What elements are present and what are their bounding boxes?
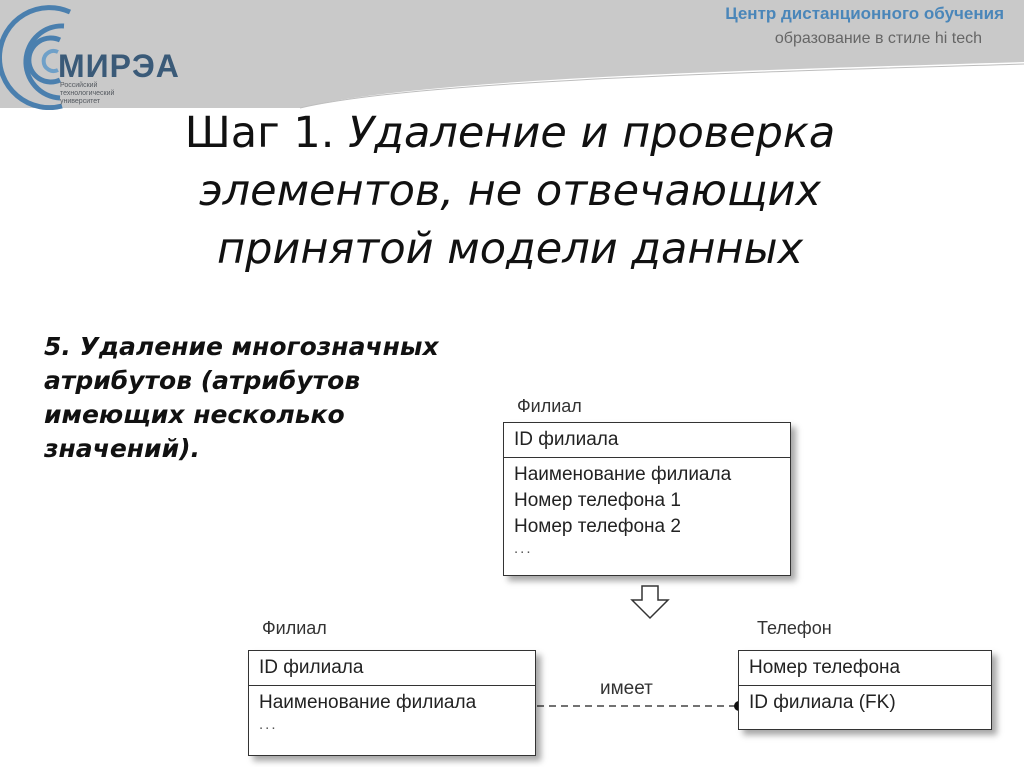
title-italic: Удаление и проверка элементов, не отвечающих принятой модели данных [199, 108, 836, 274]
after-left-entity [248, 650, 536, 756]
body-text: 5. Удаление многозначных атрибутов (атрибутов имеющих несколько значений). [44, 332, 439, 463]
after-right-entity-key: Номер телефона [739, 651, 991, 686]
before-more: ... [514, 540, 533, 557]
after-left-entity-key: ID филиала [249, 651, 535, 686]
before-entity-name: Филиал [517, 396, 582, 416]
after-left-entity-attributes [249, 686, 535, 738]
logo-subtext: Российский технологический университет [60, 82, 115, 105]
before-attr: Номер телефона 1 [514, 490, 681, 511]
after-right-entity [738, 650, 992, 730]
after-left-entity-name: Филиал [262, 618, 327, 638]
logo-text: МИРЭА [58, 48, 180, 84]
center-name: Центр дистанционного обучения [725, 4, 1004, 23]
before-attr: Номер телефона 2 [514, 516, 681, 537]
before-attr: Наименование филиала [514, 464, 732, 485]
title-prefix: Шаг 1. [184, 108, 349, 158]
after-left-attr: Наименование филиала [259, 692, 477, 713]
after-right-entity-attributes [739, 686, 991, 720]
down-arrow-icon [632, 586, 668, 618]
before-entity-key: ID филиала [504, 423, 790, 458]
after-right-entity-name: Телефон [757, 618, 832, 638]
center-tagline: образование в стиле hi tech [774, 30, 982, 47]
after-right-attr: ID филиала (FK) [749, 692, 896, 713]
after-left-more: ... [259, 716, 278, 733]
relationship-label: имеет [600, 678, 653, 699]
